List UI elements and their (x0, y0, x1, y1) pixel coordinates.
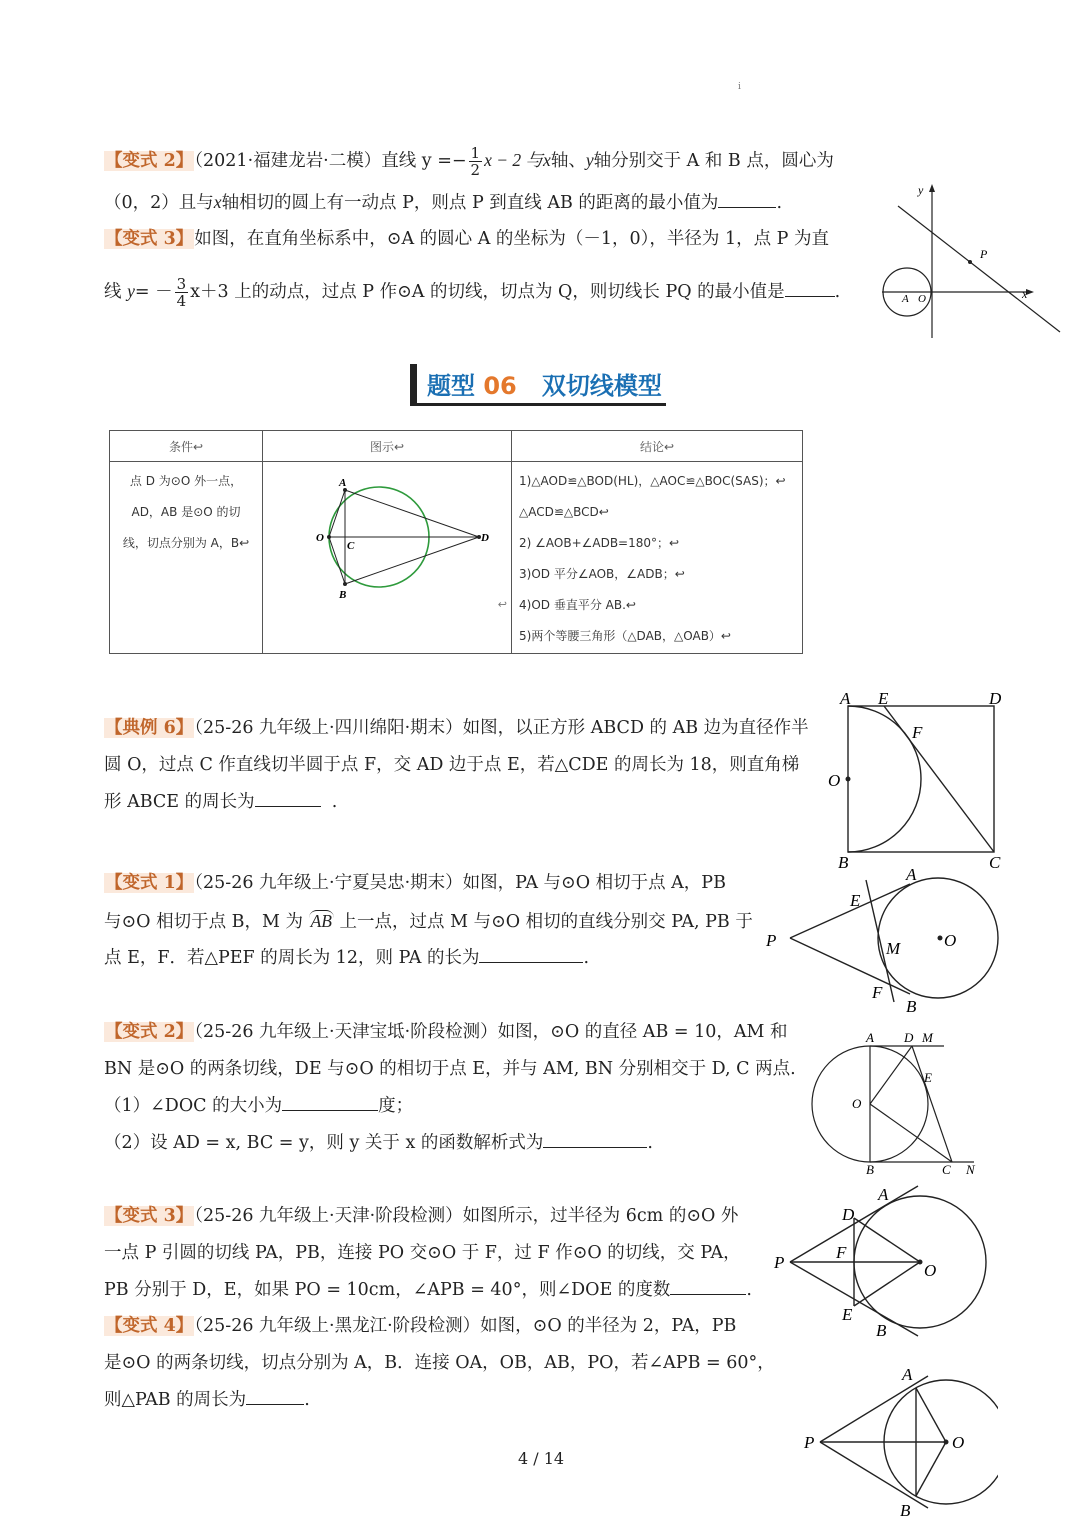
svg-text:F: F (912, 723, 923, 742)
svg-text:C: C (347, 540, 355, 552)
page-number: 4 / 14 (518, 1449, 565, 1468)
svg-text:C: C (942, 1162, 951, 1176)
svg-text:P: P (774, 1253, 785, 1272)
answer-blank[interactable] (246, 1388, 304, 1405)
variant2-line2: BN 是⊙O 的两条切线，DE 与⊙O 的相切于点 E，并与 AM, BN 分别相交于 D, C 两点. (104, 1059, 796, 1079)
variant3-line2: 一点 P 引圆的切线 PA，PB，连接 PO 交⊙O 于 F，过 F 作⊙O 的切线，交 PA， (104, 1243, 741, 1263)
example6-line1: 【典例 6】（25-26 九年级上·四川绵阳·期末）如图，以正方形 ABCD 的 AB 边为直径作半 (105, 718, 809, 738)
svg-text:x: x (1022, 287, 1028, 301)
variant3-line1: 【变式 3】（25-26 九年级上·天津·阶段检测）如图所示，过半径为 6cm 的⊙O 外 (105, 1206, 739, 1226)
answer-blank[interactable] (785, 280, 835, 297)
svg-text:O: O (944, 931, 957, 950)
top-mark: ⅰ (738, 82, 741, 92)
variant4-line1: 【变式 4】（25-26 九年级上·黑龙江·阶段检测）如图，⊙O 的半径为 2，PA，PB (105, 1316, 737, 1336)
table-cell-condition: 点 D 为⊙O 外一点， AD，AB 是⊙O 的切 线，切点分别为 A，B↩ (110, 462, 263, 654)
svg-text:A: A (866, 1030, 874, 1045)
problem-tag: 【变式 4】 (105, 1316, 194, 1336)
variant2-line4: （2）设 AD = x, BC = y，则 y 关于 x 的函数解析式为 . (104, 1133, 653, 1153)
variant1-line1: 【变式 1】（25-26 九年级上·宁夏吴忠·期末）如图，PA 与⊙O 相切于点 A，PB (105, 873, 726, 893)
svg-text:P: P (804, 1433, 815, 1452)
problem-variant2-2021-line2: （0，2）且与x轴相切的圆上有一动点 P，则点 P 到直线 AB 的距离的最小值为 . (104, 192, 783, 213)
figure-square-semicircle (824, 688, 1010, 874)
svg-text:B: B (906, 997, 917, 1014)
svg-text:D: D (989, 689, 1002, 708)
section-heading: 题型 06 双切线模型 (410, 364, 666, 406)
svg-text:O: O (952, 1433, 965, 1452)
answer-blank[interactable] (282, 1094, 378, 1111)
svg-text:F: F (872, 983, 883, 1002)
variant4-line3: 则△PAB 的周长为 . (104, 1390, 310, 1410)
problem-variant3-line2: 线 y= － $\frac{3}{4}$ x＋3 上的动点，过点 P 作⊙A 的切线，切点为 Q，则切线长 PQ 的最小值是 . (104, 275, 841, 310)
example6-line3: 形 ABCE 的周长为 . (104, 792, 338, 812)
svg-text:A: A (906, 865, 917, 884)
figure-po-tangent (768, 1180, 1008, 1340)
svg-text:B: B (900, 1501, 911, 1520)
svg-text:N: N (966, 1162, 975, 1176)
variant2-line1: 【变式 2】（25-26 九年级上·天津宝坻·阶段检测）如图，⊙O 的直径 AB = 10，AM 和 (105, 1022, 788, 1042)
table-cell-figure: A B C D O ↩ (263, 462, 512, 654)
svg-text:A: A (902, 293, 909, 305)
problem-tag: 【典例 6】 (105, 718, 194, 738)
svg-text:C: C (989, 853, 1001, 872)
svg-text:E: E (842, 1305, 853, 1324)
svg-text:B: B (838, 853, 849, 872)
svg-text:D: D (481, 532, 489, 544)
problem-tag: 【变式 2】 (105, 1022, 194, 1042)
svg-text:E: E (878, 689, 889, 708)
svg-text:A: A (902, 1365, 913, 1384)
problem-variant2-2021-line1: 【变式 2】（2021·福建龙岩·二模）直线 y =− $\frac{1}{2}$ x − 2 与x轴、y轴分别交于 A 和 B 点，圆心为 (105, 144, 834, 179)
svg-text:A: A (878, 1185, 889, 1204)
table-header-figure: 图示↩ (263, 431, 512, 462)
arc-ab: AB (310, 911, 332, 931)
answer-blank[interactable] (479, 946, 583, 963)
answer-blank[interactable] (255, 790, 321, 807)
svg-text:P: P (766, 931, 777, 950)
svg-text:E: E (924, 1070, 932, 1085)
problem-tag: 【变式 1】 (105, 873, 194, 893)
svg-text:D: D (904, 1030, 914, 1045)
variant3-line3: PB 分别于 D，E，如果 PO = 10cm，∠APB = 40°，则∠DOE 的度数 . (104, 1280, 752, 1300)
svg-text:F: F (836, 1243, 847, 1262)
figure-pab-triangle (798, 1362, 998, 1524)
figure-pa-pb-tangent (760, 862, 1006, 1014)
svg-text:M: M (922, 1030, 933, 1045)
problem-tag: 【变式 2】 (105, 151, 194, 171)
problem-tag: 【变式 3】 (105, 1206, 194, 1226)
fraction: $\frac{1}{2}$ (470, 144, 481, 179)
svg-text:O: O (828, 771, 841, 790)
problem-tag: 【变式 3】 (105, 229, 194, 249)
variant1-line2: 与⊙O 相切于点 B，M 为 AB 上一点，过点 M 与⊙O 相切的直线分别交 PA, PB 于 (104, 911, 753, 932)
figure-coordinate-circle (880, 180, 1070, 340)
svg-text:P: P (980, 247, 988, 261)
svg-text:A: A (339, 477, 347, 489)
svg-text:y: y (918, 183, 924, 197)
svg-text:E: E (850, 891, 861, 910)
answer-blank[interactable] (718, 191, 776, 208)
model-table (109, 430, 803, 654)
table-cell-conclusion: 1)△AOD≌△BOD(HL)，△AOC≌△BOC(SAS)；↩ △ACD≌△BCD↩ 2) ∠AOB+∠ADB=180°；↩ 3)OD 平分∠AOB，∠ADB；↩ 4)OD 垂直平分 AB.↩ 5)两个等腰三角形（△DAB，△OAB）↩ (512, 462, 803, 654)
problem-variant3-line1: 【变式 3】如图，在直角坐标系中，⊙A 的圆心 A 的坐标为（－1，0），半径为 1，点 P 为直 (105, 229, 830, 249)
fraction: $\frac{3}{4}$ (176, 275, 187, 310)
figure-double-tangent (263, 462, 507, 646)
example6-line2: 圆 O，过点 C 作直线切半圆于点 F，交 AD 边于点 E，若△CDE 的周长为 18，则直角梯 (104, 755, 800, 775)
svg-text:O: O (852, 1096, 862, 1111)
table-header-conclusion: 结论↩ (512, 431, 803, 462)
svg-text:O: O (918, 293, 926, 305)
svg-text:M: M (886, 939, 901, 958)
variant4-line2: 是⊙O 的两条切线，切点分别为 A，B．连接 OA，OB，AB，PO，若∠APB = 60°， (104, 1353, 775, 1373)
answer-blank[interactable] (670, 1278, 746, 1295)
variant2-line3: （1）∠DOC 的大小为 度； (104, 1096, 414, 1116)
svg-text:B: B (876, 1321, 887, 1340)
svg-text:O: O (316, 532, 324, 544)
svg-text:O: O (924, 1261, 937, 1280)
figure-diameter-tangents (804, 1024, 990, 1176)
svg-text:D: D (842, 1205, 855, 1224)
svg-text:B: B (866, 1162, 874, 1176)
variant1-line3: 点 E，F．若△PEF 的周长为 12，则 PA 的长为 . (104, 948, 590, 968)
answer-blank[interactable] (543, 1131, 647, 1148)
table-header-condition: 条件↩ (110, 431, 263, 462)
svg-text:B: B (339, 589, 347, 601)
svg-text:A: A (840, 689, 851, 708)
